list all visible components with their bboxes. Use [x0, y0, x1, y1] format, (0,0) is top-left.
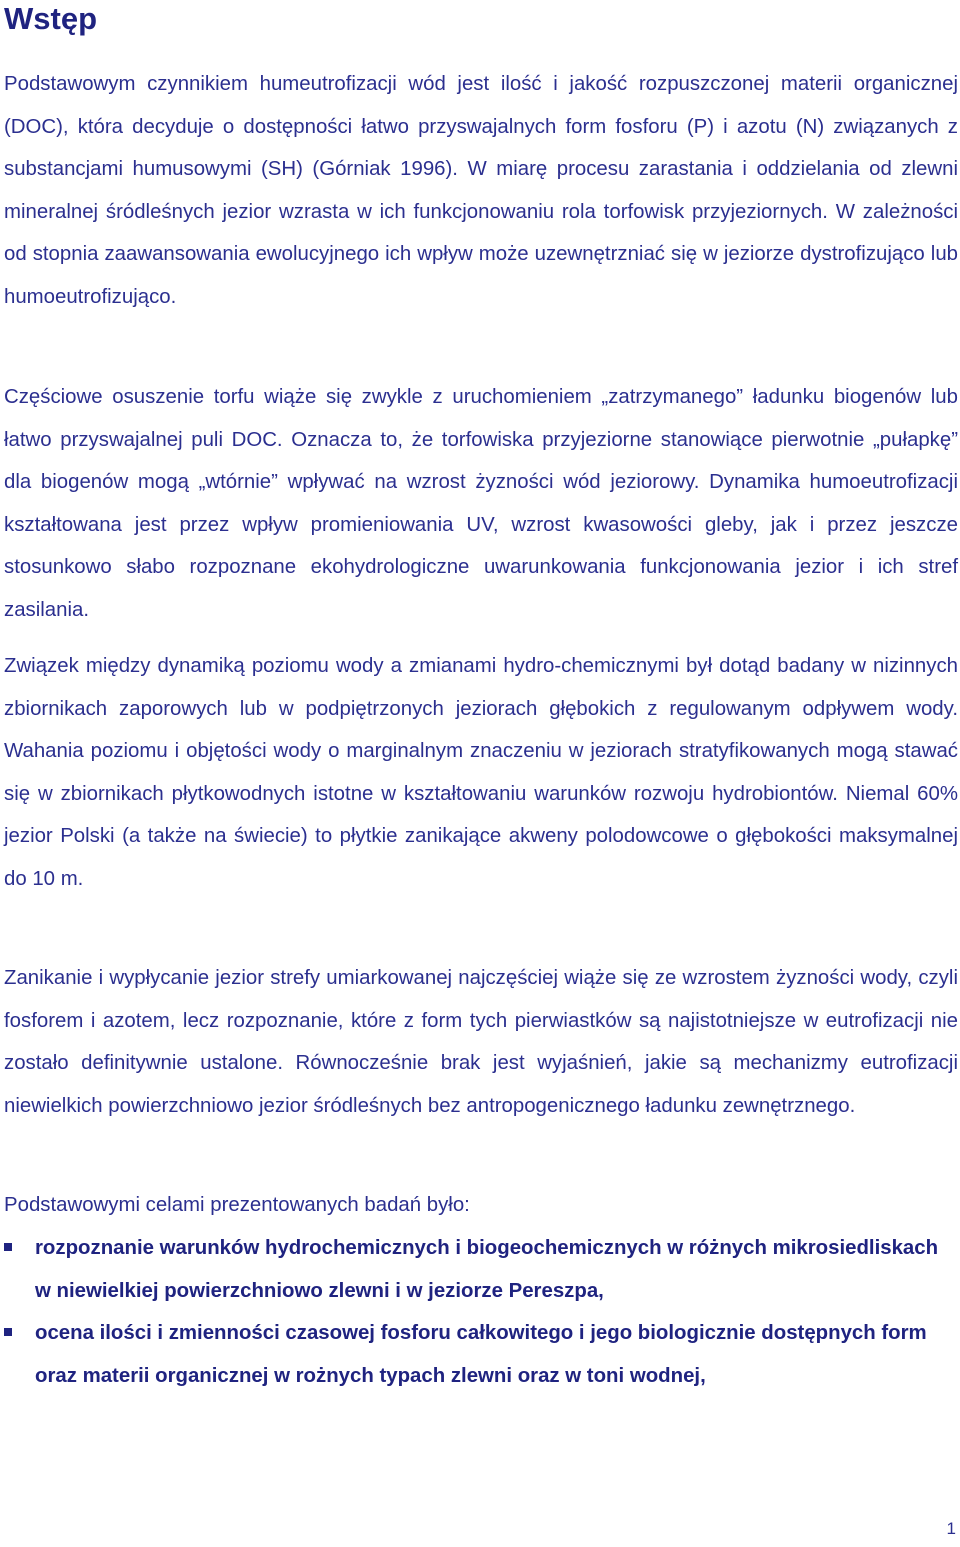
goal-text: ocena ilości i zmienności czasowej fosforu całkowitego i jego biologicznie dostępnych form oraz materii organicznej w rożnych typach zlewni oraz w toni wodnej,: [35, 1322, 927, 1387]
paragraph-2: Częściowe osuszenie torfu wiąże się zwykle z uruchomieniem „zatrzymanego” ładunku biogenów lub łatwo przyswajalnej puli DOC. Oznacza to, że torfowiska przyjeziorne stanowiące pierwotnie „pułapkę” dla biogenów mogą „wtórnie” wpływać na wzrost żyzności wód jeziorowy. Dynamika humoeutrofizacji kształtowana jest przez wpływ promieniowania UV, wzrost kwasowości gleby, jak i przez jeszcze stosunkowo słabo rozpoznane ekohydrologiczne uwarunkowania funkcjonowania jezior i ich stref zasilania.: [4, 386, 958, 621]
square-bullet-icon: [4, 1328, 12, 1336]
goal-item: [4, 1312, 958, 1397]
goal-item: [4, 1227, 958, 1312]
section-heading: Wstęp: [4, 1, 97, 36]
goals-list: [4, 1227, 958, 1397]
goal-text: rozpoznanie warunków hydrochemicznych i biogeochemicznych w różnych mikrosiedliskach w niewielkiej powierzchniowo zlewni i w jeziorze Pereszpa,: [35, 1237, 939, 1302]
goals-intro: Podstawowymi celami prezentowanych badań było:: [4, 1194, 470, 1216]
square-bullet-icon: [4, 1243, 12, 1251]
page-number: 1: [946, 1519, 956, 1538]
paragraph-4: Zanikanie i wypłycanie jezior strefy umiarkowanej najczęściej wiąże się ze wzrostem żyzności wody, czyli fosforem i azotem, lecz rozpoznanie, które z form tych pierwiastków są najistotniejsze w eutrofizacji nie zostało definitywnie ustalone. Równocześnie brak jest wyjaśnień, jakie są mechanizmy eutrofizacji niewielkich powierzchniowo jezior śródleśnych bez antropogenicznego ładunku zewnętrznego.: [4, 967, 958, 1117]
paragraph-1: Podstawowym czynnikiem humeutrofizacji wód jest ilość i jakość rozpuszczonej materii organicznej (DOC), która decyduje o dostępności łatwo przyswajalnych form fosforu (P) i azotu (N) związanych z substancjami humusowymi (SH) (Górniak 1996). W miarę procesu zarastania i oddzielania od zlewni mineralnej śródleśnych jezior wzrasta w ich funkcjonowaniu rola torfowisk przyjeziornych. W zależności od stopnia zaawansowania ewolucyjnego ich wpływ może uzewnętrzniać się w jeziorze dystrofizująco lub humoeutrofizująco.: [4, 73, 958, 308]
paragraph-3: Związek między dynamiką poziomu wody a zmianami hydro-chemicznymi był dotąd badany w nizinnych zbiornikach zaporowych lub w podpiętrzonych jeziorach głębokich z regulowanym odpływem wody. Wahania poziomu i objętości wody o marginalnym znaczeniu w jeziorach stratyfikowanych mogą stawać się w zbiornikach płytkowodnych istotne w kształtowaniu warunków rozwoju hydrobiontów. Niemal 60% jezior Polski (a także na świecie) to płytkie zanikające akweny polodowcowe o głębokości maksymalnej do 10 m.: [4, 655, 958, 890]
